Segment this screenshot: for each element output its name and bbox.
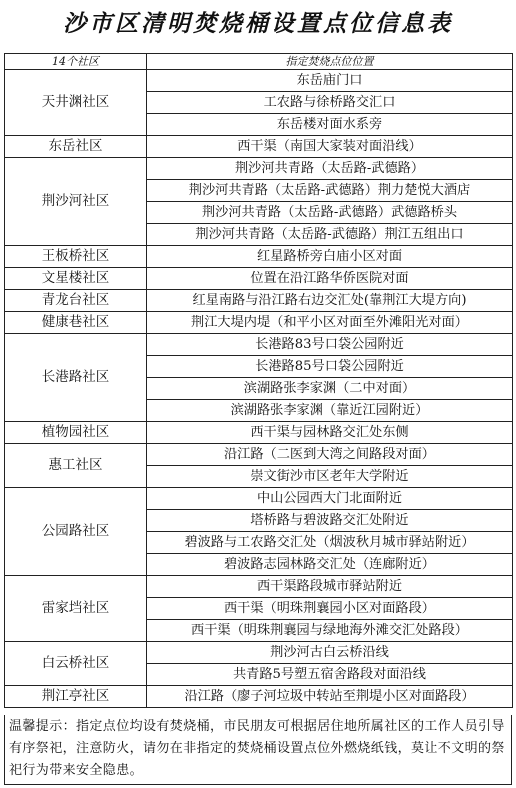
table-row [5,290,513,312]
community-name: 长港路社区 [5,334,147,422]
table-header-row [5,54,513,70]
location-cell: 工农路与徐桥路交汇口 [147,92,513,114]
location-cell: 荆江大堤内堤（和平小区对面至外滩阳光对面） [147,312,513,334]
location-cell: 共青路5号塑五宿舍路段对面沿线 [147,664,513,686]
table-row [5,642,513,664]
table-row [5,686,513,708]
reminder-note: 温馨提示：指定点位均设有焚烧桶，市民朋友可根据居住地所属社区的工作人员引导有序祭祀，注意防火，请勿在非指定的焚烧桶设置点位外燃烧纸钱，莫让不文明的祭祀行为带来安全隐患。 [4,715,512,785]
community-name: 健康巷社区 [5,312,147,334]
table-row [5,334,513,356]
community-name: 天井渊社区 [5,70,147,136]
table-row [5,444,513,466]
location-cell: 碧波路与工农路交汇处（烟波秋月城市驿站附近） [147,532,513,554]
location-cell: 沿江路（二医到大湾之间路段对面） [147,444,513,466]
page-title: 沙市区清明焚烧桶设置点位信息表 [63,10,453,37]
community-name: 植物园社区 [5,422,147,444]
location-cell: 东岳楼对面水系旁 [147,114,513,136]
location-cell: 红星路桥旁白庙小区对面 [147,246,513,268]
community-name: 王板桥社区 [5,246,147,268]
community-name: 文星楼社区 [5,268,147,290]
community-name: 荆江亭社区 [5,686,147,708]
community-name: 东岳社区 [5,136,147,158]
table-row [5,422,513,444]
location-cell: 荆沙河共青路（太岳路-武德路） [147,158,513,180]
table-body [5,70,513,708]
location-cell: 西干渠（南国大家装对面沿线） [147,136,513,158]
location-cell: 西干渠（明珠荆襄园小区对面路段） [147,598,513,620]
community-name: 雷家垱社区 [5,576,147,642]
location-cell: 长港路83号口袋公园附近 [147,334,513,356]
community-name: 荆沙河社区 [5,158,147,246]
table-row [5,268,513,290]
location-cell: 崇文街沙市区老年大学附近 [147,466,513,488]
location-cell: 西干渠（明珠荆襄园与绿地海外滩交汇处路段） [147,620,513,642]
location-cell: 西干渠与园林路交汇处东侧 [147,422,513,444]
table-row [5,488,513,510]
table-row [5,576,513,598]
location-cell: 滨湖路张李家渊（靠近江园附近） [147,400,513,422]
location-cell: 东岳庙门口 [147,70,513,92]
community-name: 青龙台社区 [5,290,147,312]
location-cell: 荆沙河共青路（太岳路-武德路）武德路桥头 [147,202,513,224]
table-row [5,70,513,92]
community-name: 公园路社区 [5,488,147,576]
location-cell: 荆沙河古白云桥沿线 [147,642,513,664]
location-cell: 碧波路志园林路交汇处（连廊附近） [147,554,513,576]
community-name: 惠工社区 [5,444,147,488]
table-row [5,136,513,158]
location-cell: 荆沙河共青路（太岳路-武德路）荆力楚悦大酒店 [147,180,513,202]
location-cell: 塔桥路与碧波路交汇处附近 [147,510,513,532]
location-cell: 荆沙河共青路（太岳路-武德路）荆江五组出口 [147,224,513,246]
table-row [5,158,513,180]
community-name: 白云桥社区 [5,642,147,686]
location-cell: 沿江路（廖子河垃圾中转站至荆堤小区对面路段） [147,686,513,708]
header-community: 14个社区 [5,54,147,70]
location-cell: 红星南路与沿江路右边交汇处(靠荆江大堤方向) [147,290,513,312]
location-cell: 中山公园西大门北面附近 [147,488,513,510]
header-location: 指定焚烧点位位置 [147,54,513,70]
location-table [4,53,513,708]
location-cell: 西干渠路段城市驿站附近 [147,576,513,598]
location-cell: 长港路85号口袋公园附近 [147,356,513,378]
table-row [5,246,513,268]
location-cell: 滨湖路张李家渊（二中对面） [147,378,513,400]
table-row [5,312,513,334]
location-cell: 位置在沿江路华侨医院对面 [147,268,513,290]
